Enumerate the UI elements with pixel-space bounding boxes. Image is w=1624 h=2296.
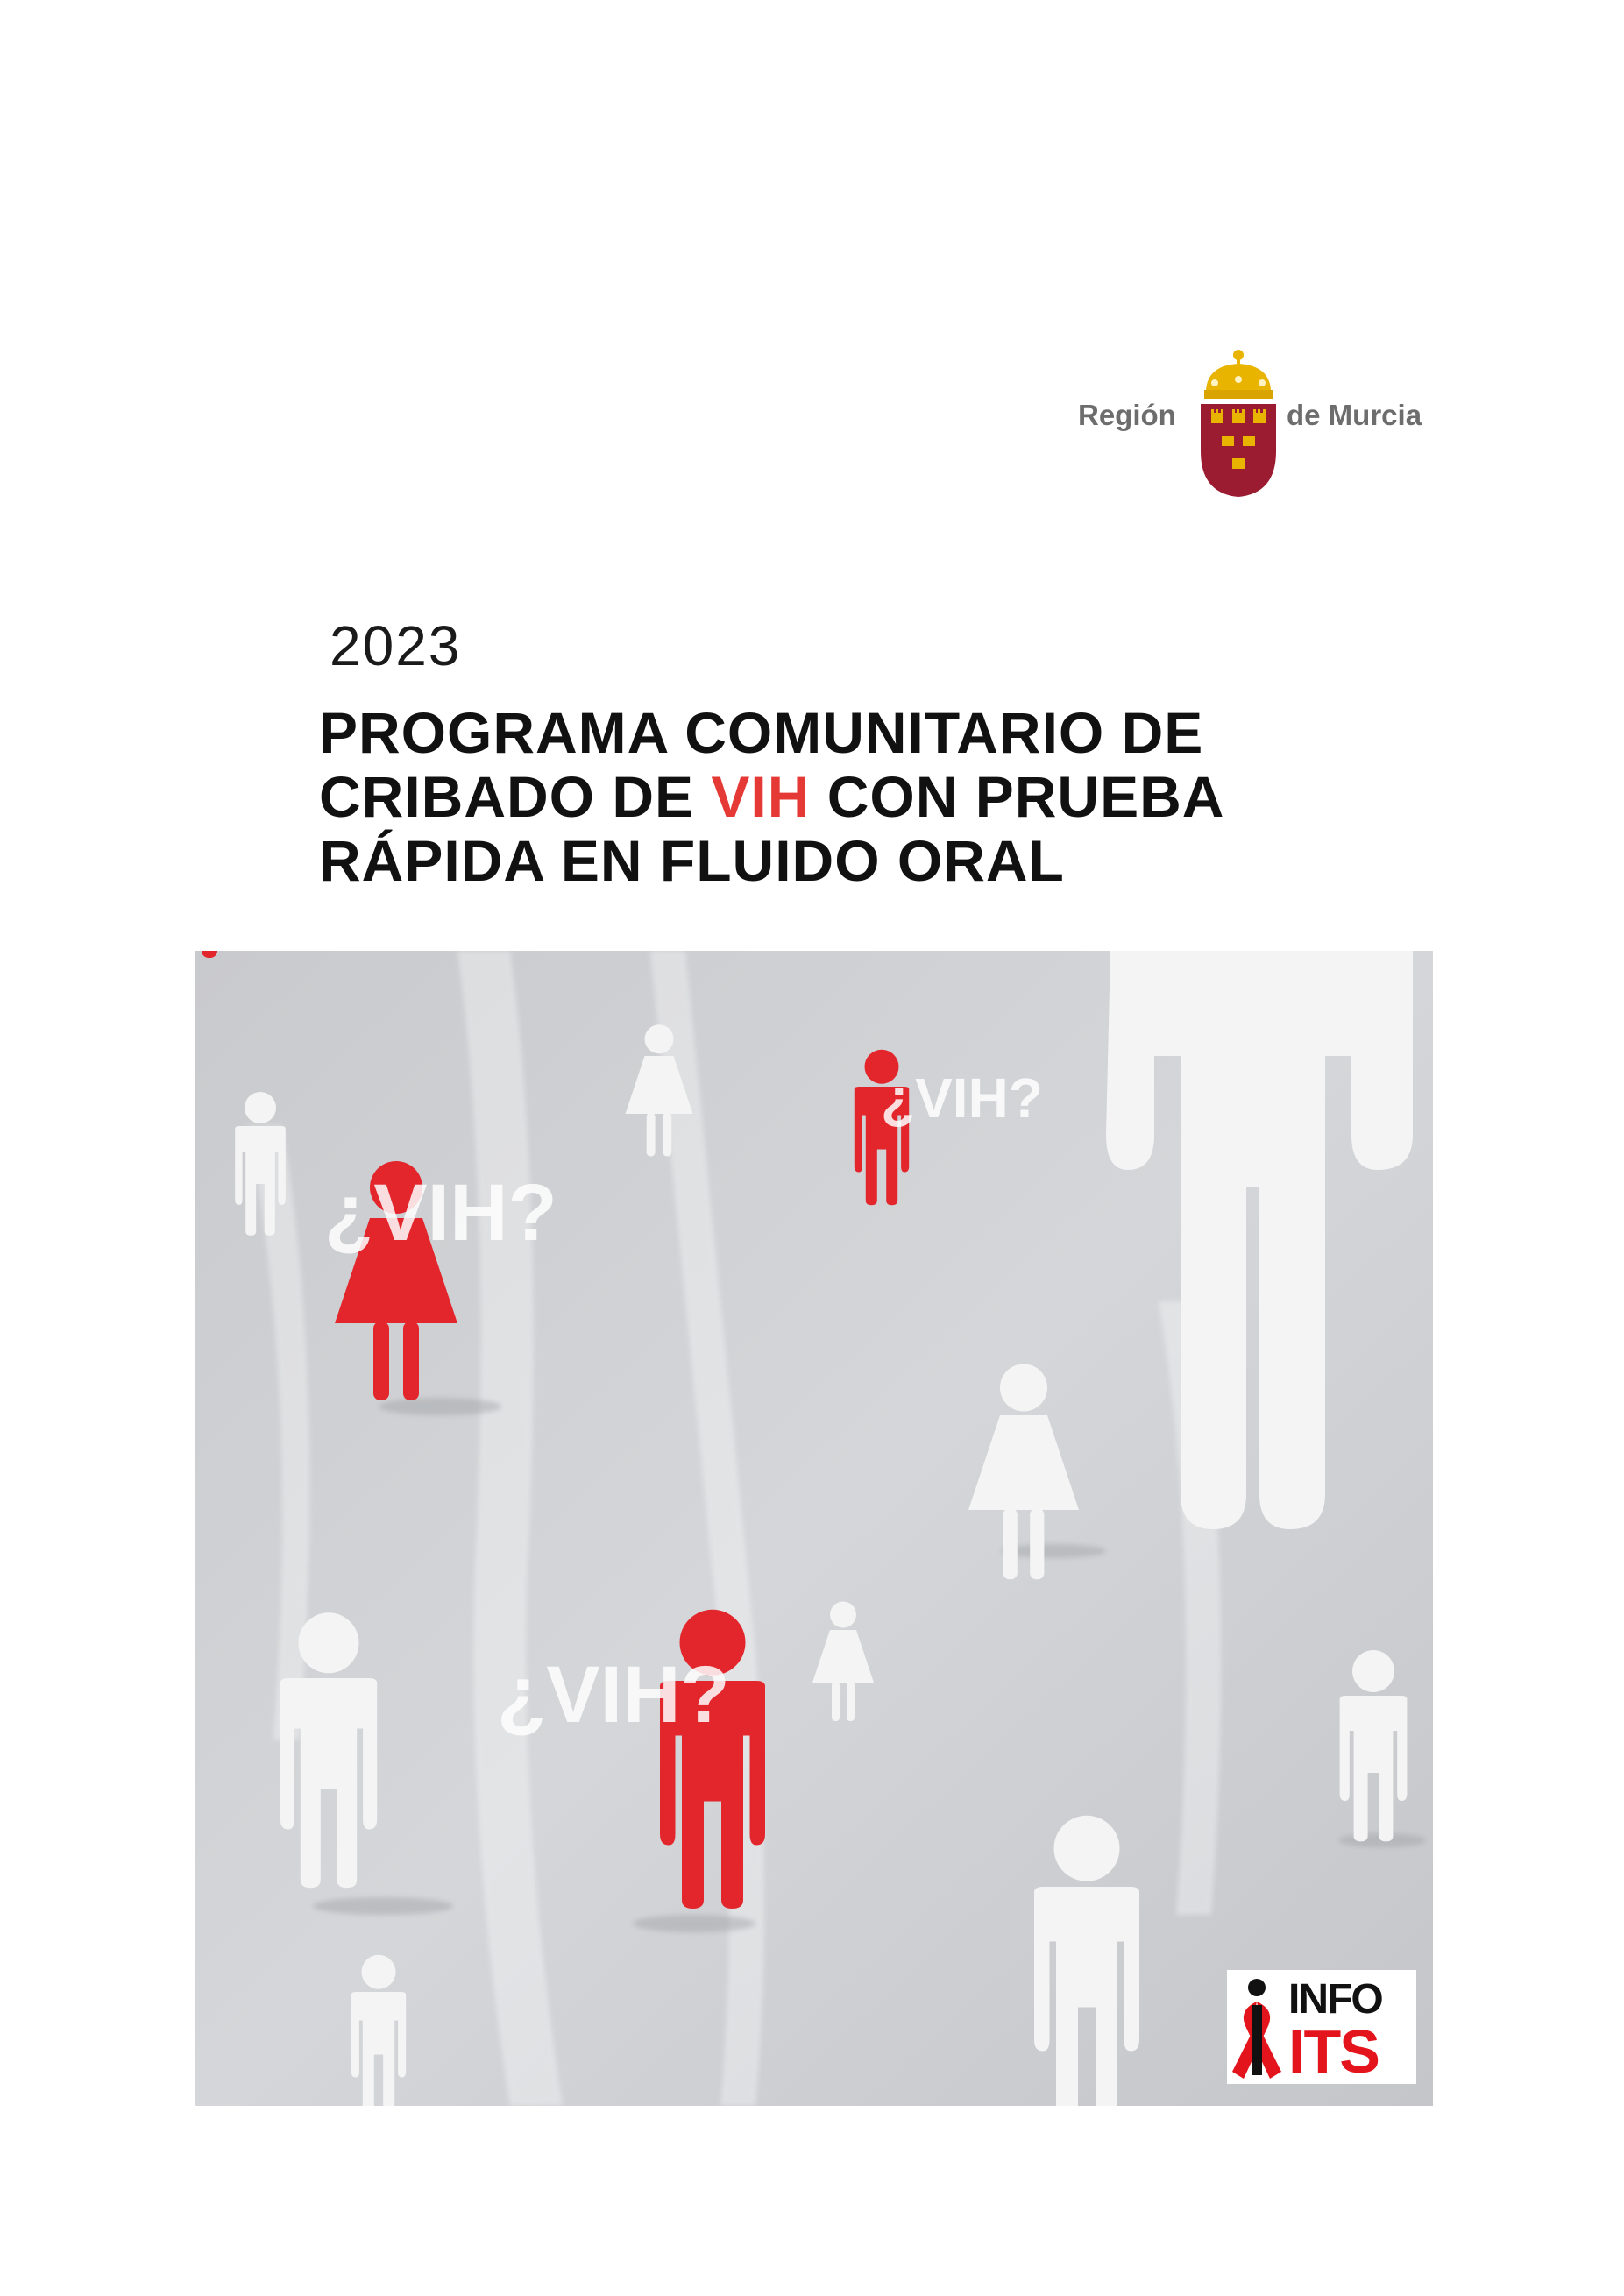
title-line-3: RÁPIDA EN FLUIDO ORAL bbox=[319, 828, 1065, 893]
page-title bbox=[319, 701, 1371, 893]
badge-its-text: ITS bbox=[1288, 2017, 1379, 2086]
report-year: 2023 bbox=[330, 614, 462, 677]
title-line-1: PROGRAMA COMUNITARIO DE bbox=[319, 700, 1204, 765]
info-its-badge bbox=[1227, 1970, 1416, 2084]
logo-text-left: Región bbox=[1078, 399, 1176, 431]
red-ribbon-icon bbox=[1230, 1975, 1288, 2079]
title-line-2 bbox=[319, 765, 1371, 829]
question-vih-3: ¿VIH? bbox=[497, 1650, 730, 1740]
badge-info-text: INFO bbox=[1288, 1976, 1382, 2023]
region-de-murcia-logo bbox=[1078, 346, 1446, 500]
cover-illustration bbox=[195, 951, 1433, 2106]
title-highlight-vih: VIH bbox=[711, 764, 811, 829]
coat-of-arms-icon bbox=[1197, 346, 1280, 500]
title-line-2-start: CRIBADO DE bbox=[319, 764, 712, 829]
question-vih-1: ¿VIH? bbox=[324, 1168, 557, 1258]
question-vih-2: ¿VIH? bbox=[881, 1067, 1043, 1130]
logo-text-right: de Murcia bbox=[1287, 399, 1422, 431]
title-line-2-end: CON PRUEBA bbox=[810, 764, 1225, 829]
